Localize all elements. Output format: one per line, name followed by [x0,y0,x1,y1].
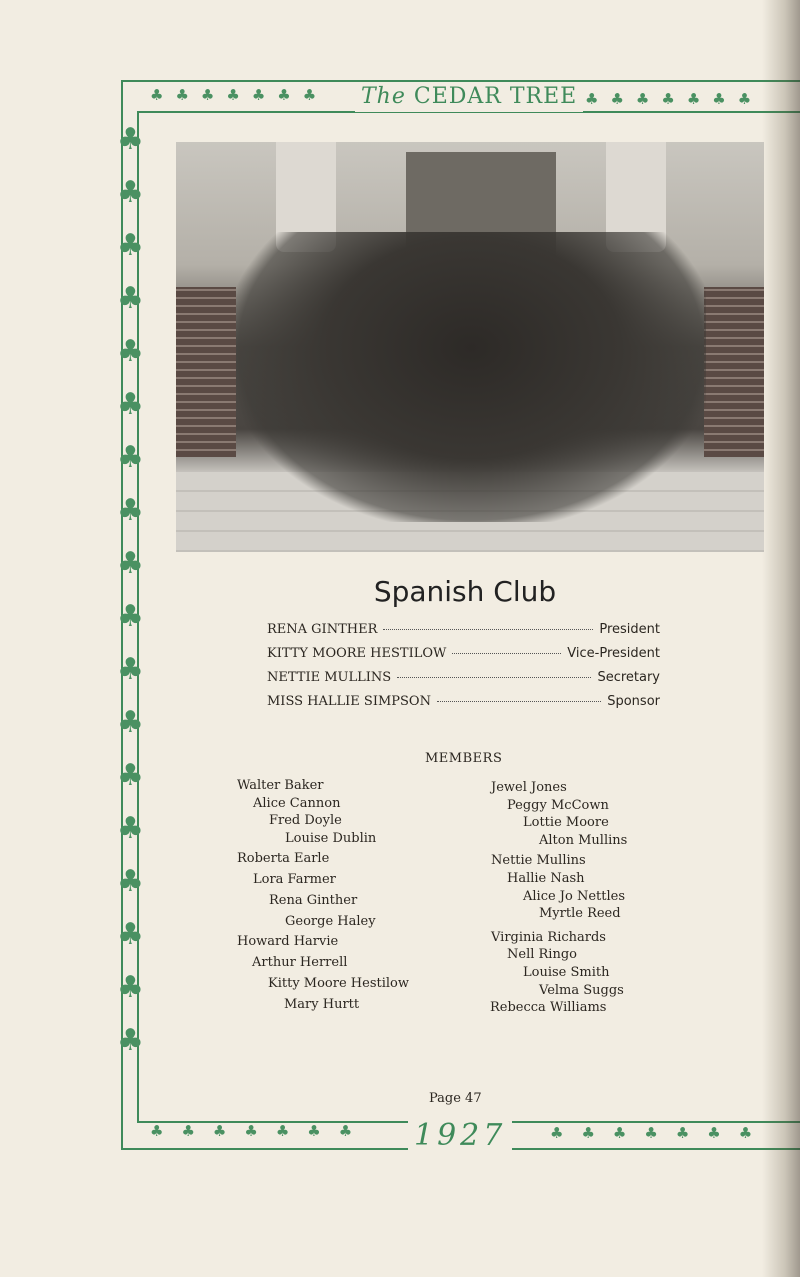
title-main: CEDAR TREE [413,84,578,109]
member-name: Mary Hurtt [284,997,360,1012]
member-name: Virginia Richards [491,930,606,945]
member-name: Nettie Mullins [491,853,586,868]
tree-icon: ♣ [117,917,144,952]
tree-icon: ♣ [635,90,650,108]
tree-icon: ♣ [610,90,624,108]
club-title: Spanish Club [373,575,557,608]
tree-icon: ♣ [117,281,144,316]
tree-icon: ♣ [117,652,144,687]
tree-icon: ♣ [661,90,675,108]
member-name: Alice Cannon [253,796,341,811]
member-name: Fred Doyle [269,813,342,828]
officer-role: Secretary [597,670,660,685]
page-number: Page 47 [429,1091,482,1106]
title-the: The [361,84,406,109]
tree-icon: ♣ [585,90,599,108]
tree-icon: ♣ [244,1122,258,1140]
officer-row [267,694,660,718]
tree-icon: ♣ [686,90,701,108]
tree-icon: ♣ [117,440,144,475]
member-name: Nell Ringo [507,947,577,962]
member-name: Walter Baker [237,778,324,793]
page-gutter-shadow [762,0,800,1277]
tree-icon: ♣ [117,175,144,210]
officer-row [267,646,660,670]
tree-icon: ♣ [150,86,164,104]
dot-leader [437,701,601,702]
member-name: Velma Suggs [539,983,624,998]
photo-brick-wall [176,287,236,457]
tree-icon: ♣ [738,1124,753,1142]
tree-icon: ♣ [117,387,144,422]
member-name: Jewel Jones [491,780,567,795]
photo-brick-wall [704,287,764,457]
tree-icon: ♣ [117,1023,144,1058]
tree-icon: ♣ [117,811,144,846]
tree-icon: ♣ [150,1122,164,1140]
footer-year: 1927 [408,1118,512,1153]
yearbook-title [355,84,583,112]
officer-role: Vice-President [567,646,660,661]
officers-list [267,622,660,718]
tree-icon: ♣ [117,122,144,157]
member-name: Louise Dublin [285,831,377,846]
bottom-tree-ornaments-right [550,1126,752,1141]
officer-name: KITTY MOORE HESTILOW [267,646,447,661]
members-heading: MEMBERS [425,751,503,766]
member-name: Peggy McCown [507,798,609,813]
tree-icon: ♣ [117,864,144,899]
tree-icon: ♣ [707,1124,721,1142]
member-name: Lora Farmer [253,872,336,887]
tree-icon: ♣ [612,1124,627,1142]
member-name: Alice Jo Nettles [523,889,626,904]
top-tree-ornaments-right [585,92,751,107]
dot-leader [452,653,561,654]
tree-icon: ♣ [117,599,144,634]
member-name: Rebecca Williams [490,1000,607,1015]
tree-icon: ♣ [675,1124,690,1142]
tree-icon: ♣ [644,1124,658,1142]
tree-icon: ♣ [117,493,144,528]
tree-icon: ♣ [117,705,144,740]
tree-icon: ♣ [737,90,752,108]
officer-role: President [599,622,660,637]
tree-icon: ♣ [117,758,144,793]
officer-row [267,622,660,646]
member-name: Rena Ginther [269,893,358,908]
officer-name: MISS HALLIE SIMPSON [267,694,431,709]
member-name: Alton Mullins [539,833,628,848]
officer-role: Sponsor [607,694,660,709]
top-tree-ornaments-left [150,88,316,103]
tree-icon: ♣ [581,1124,595,1142]
member-name: Louise Smith [523,965,610,980]
tree-icon: ♣ [226,86,240,104]
tree-icon: ♣ [712,90,726,108]
tree-icon: ♣ [277,86,291,104]
member-name: Arthur Herrell [252,955,348,970]
tree-icon: ♣ [302,86,317,104]
tree-icon: ♣ [251,86,266,104]
dot-leader [397,677,591,678]
photo-people-group [236,232,706,522]
tree-icon: ♣ [550,1124,564,1142]
member-name: Roberta Earle [237,851,330,866]
member-name: Myrtle Reed [539,906,621,921]
member-name: Lottie Moore [523,815,609,830]
member-name: George Haley [285,914,376,929]
tree-icon: ♣ [181,1122,195,1140]
officer-name: RENA GINTHER [267,622,378,637]
officer-name: NETTIE MULLINS [267,670,392,685]
tree-icon: ♣ [175,86,189,104]
dot-leader [383,629,593,630]
tree-icon: ♣ [338,1122,353,1140]
tree-icon: ♣ [307,1122,321,1140]
officer-row [267,670,660,694]
bottom-tree-ornaments-left [150,1124,352,1139]
tree-icon: ♣ [117,228,144,263]
member-name: Kitty Moore Hestilow [268,976,409,991]
tree-icon: ♣ [117,970,144,1005]
member-name: Howard Harvie [237,934,339,949]
group-photo [176,142,764,552]
tree-icon: ♣ [275,1122,290,1140]
member-name: Hallie Nash [507,871,585,886]
tree-icon: ♣ [117,546,144,581]
tree-icon: ♣ [212,1122,227,1140]
tree-icon: ♣ [200,86,215,104]
tree-icon: ♣ [117,334,144,369]
